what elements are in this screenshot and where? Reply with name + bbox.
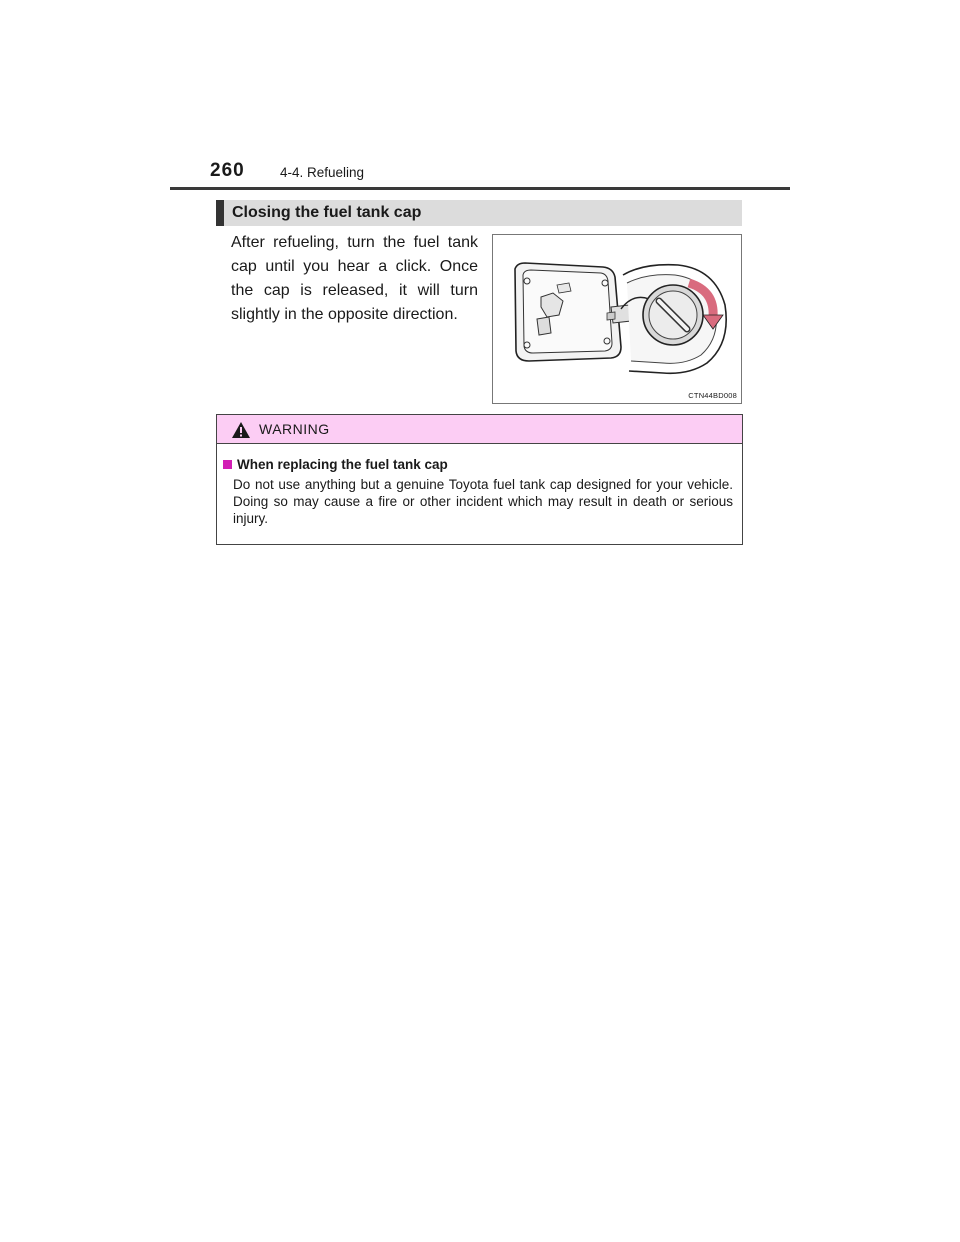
warning-triangle-icon (231, 421, 251, 439)
figure-code: CTN44BD008 (688, 391, 737, 400)
header-rule (170, 187, 790, 190)
section-heading (216, 200, 742, 226)
warning-box (216, 414, 743, 545)
warning-title (223, 457, 448, 472)
fuel-door-drawing (493, 235, 743, 405)
section-reference: 4-4. Refueling (280, 165, 365, 180)
section-body-text: After refueling, turn the fuel tank cap until you hear a click. Once the cap is released, it will turn slightly in the opposite direction. (231, 234, 478, 323)
square-bullet-icon (223, 460, 232, 469)
page-number: 260 (210, 160, 245, 181)
fuel-cap-illustration (492, 234, 742, 404)
warning-header (217, 415, 742, 444)
warning-label: WARNING (259, 421, 330, 437)
warning-text: Do not use anything but a genuine Toyota fuel tank cap designed for your vehicle. Doing so may cause a fire or other incident which may result in death or serious injury. (233, 477, 733, 526)
warning-title-text: When replacing the fuel tank cap (237, 457, 448, 472)
section-heading-text: Closing the fuel tank cap (232, 204, 422, 221)
